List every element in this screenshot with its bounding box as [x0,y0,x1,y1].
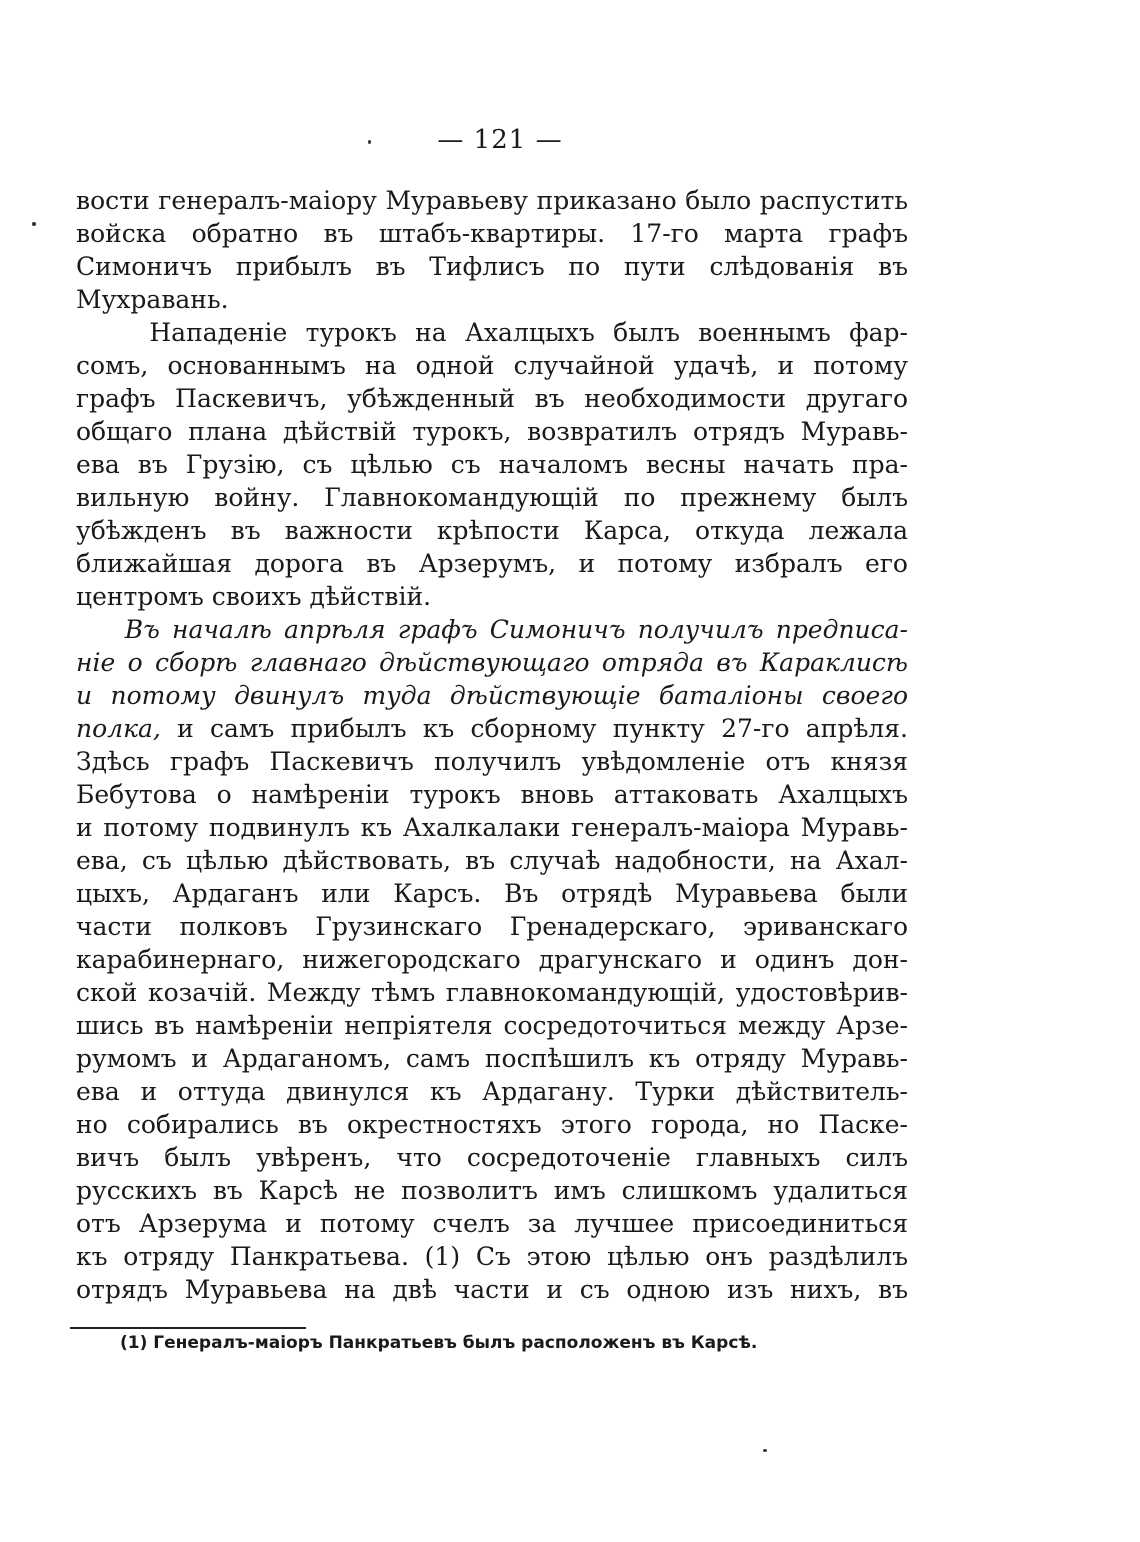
text-line [76,943,908,976]
line-text: но собирались въ окрестностяхъ этого города, но Паске- [76,1110,908,1139]
text-line [76,910,908,943]
line-text: отъ Арзерума и потому счелъ за лучшее присоединиться [76,1209,908,1238]
text-line [76,778,908,811]
line-text: отрядъ Муравьева на двѣ части и съ одною изъ нихъ, въ [76,1275,908,1304]
text-line [76,1273,908,1306]
text-line [76,1207,908,1240]
text-line [76,250,908,283]
text-line [76,184,908,217]
text-line [76,382,908,415]
footnote: (1) Генералъ-маіоръ Панкратьевъ былъ расположенъ въ Карсѣ. [120,1333,758,1353]
scan-speck [763,1449,767,1452]
text-line [76,1042,908,1075]
line-text: ской козачій. Между тѣмъ главнокомандующій, удостовѣрив- [76,978,908,1007]
text-line [76,712,908,745]
line-text: войска обратно въ штабъ-квартиры. 17-го марта графъ [76,219,908,248]
line-text: убѣжденъ въ важности крѣпости Карса, откуда лежала [76,516,908,545]
text-line [76,217,908,250]
line-text: и потому подвинулъ къ Ахалкалаки генералъ-маіора Муравь- [76,813,908,842]
text-line [76,481,908,514]
text-line [76,1075,908,1108]
line-text: части полковъ Грузинскаго Гренадерскаго, эриванскаго [76,912,908,941]
line-text: карабинернаго, нижегородскаго драгунскаго и одинъ дон- [76,945,908,974]
line-text: Здѣсь графъ Паскевичъ получилъ увѣдомленіе отъ князя [76,747,908,776]
italic-text: и потому двинулъ туда дѣйствующіе баталіоны своего [76,681,908,710]
text-line [76,1174,908,1207]
line-text: центромъ своихъ дѣйствій. [76,582,432,611]
line-text: и самъ прибылъ къ сборному пункту 27-го апрѣля. [160,714,908,743]
text-line [76,844,908,877]
text-line [76,283,908,316]
text-line [76,1240,908,1273]
line-text: Бебутова о намѣреніи турокъ вновь аттаковать Ахалцыхъ [76,780,908,809]
line-text: общаго плана дѣйствій турокъ, возвратилъ отрядъ Муравь- [76,417,908,446]
italic-text: полка, [76,714,161,743]
text-line [76,1009,908,1042]
footnote-divider [70,1327,306,1329]
text-line [76,1108,908,1141]
line-text: русскихъ въ Карсѣ не позволитъ имъ слишкомъ удалиться [76,1176,908,1205]
line-text: ева и оттуда двинулся къ Ардагану. Турки дѣйствитель- [76,1077,908,1106]
line-text: ева, съ цѣлью дѣйствовать, въ случаѣ надобности, на Ахал- [76,846,908,875]
text-line [76,646,908,679]
italic-text: Въ началѣ апрѣля графъ Симоничъ получилъ предписа- [76,615,908,644]
text-line [76,349,908,382]
line-text: цыхъ, Ардаганъ или Карсъ. Въ отрядѣ Муравьева были [76,879,908,908]
line-text: ближайшая дорога въ Арзерумъ, и потому избралъ его [76,549,908,578]
text-line [76,811,908,844]
text-line [76,976,908,1009]
text-line [76,1141,908,1174]
text-line [76,514,908,547]
line-text: вильную войну. Главнокомандующій по прежнему былъ [76,483,908,512]
text-line [76,580,908,613]
text-line [76,547,908,580]
line-text: Мухравань. [76,285,229,314]
scan-speck [32,222,36,226]
line-text: графъ Паскевичъ, убѣжденный въ необходимости другаго [76,384,908,413]
line-text: румомъ и Ардаганомъ, самъ поспѣшилъ къ отряду Муравь- [76,1044,908,1073]
line-text: вости генералъ-маіору Муравьеву приказано было распустить [76,186,908,215]
line-text: къ отряду Панкратьева. (1) Съ этою цѣлью онъ раздѣлилъ [76,1242,908,1271]
line-text: Нападеніе турокъ на Ахалцыхъ былъ военнымъ фар- [76,318,908,347]
line-text: сомъ, основаннымъ на одной случайной удачѣ, и потому [76,351,908,380]
line-text: ева въ Грузію, съ цѣлью съ началомъ весны начать пра- [76,450,908,479]
text-line [76,877,908,910]
text-line [76,448,908,481]
text-line [76,679,908,712]
line-text: шись въ намѣреніи непріятеля сосредоточиться между Арзе- [76,1011,908,1040]
page-number: — 121 — [437,125,563,155]
scan-speck [368,140,371,144]
line-text: вичъ былъ увѣренъ, что сосредоточеніе главныхъ силъ [76,1143,908,1172]
text-line [76,415,908,448]
line-text: Симоничъ прибылъ въ Тифлисъ по пути слѣдованія въ [76,252,908,281]
italic-text: ніе о сборѣ главнаго дѣйствующаго отряда въ Караклисѣ [76,648,908,677]
text-line [76,745,908,778]
body-text [76,184,908,1306]
text-line [76,316,908,349]
text-line [76,613,908,646]
